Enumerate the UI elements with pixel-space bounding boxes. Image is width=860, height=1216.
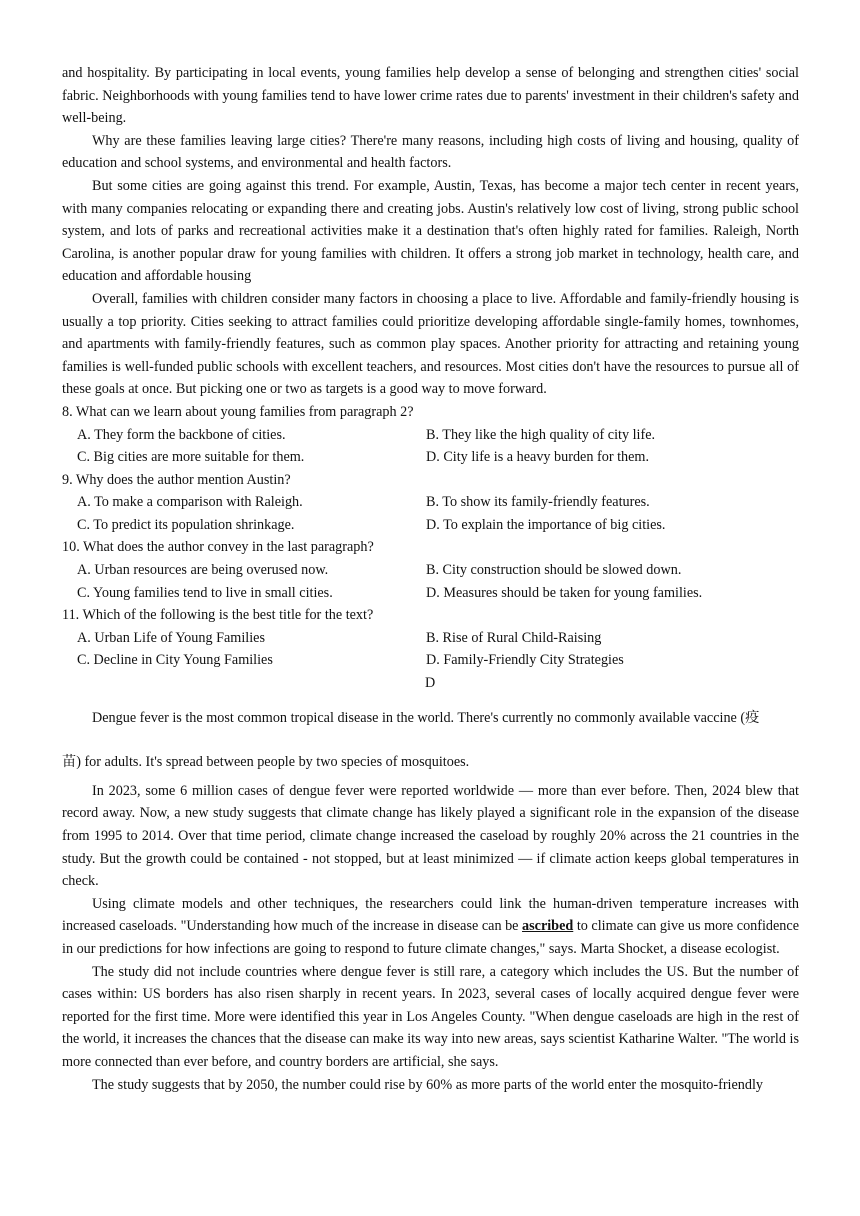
passage-c-paragraph-3: But some cities are going against this trend. For example, Austin, Texas, has become a major tech center in recent years, with many companies relocating or expanding there and creating jobs. Austin's relatively low cost of living, strong public school system, and lots of parks and recreational activities make it a destination that's often highly rated for families. Raleigh, North Carolina, is another popular draw for young families with children. It offers a strong job market in technology, health care, and education and affordable housing [62,177,799,285]
option-d: D. Family-Friendly City Strategies [426,652,624,669]
option-a: A. Urban resources are being overused now. [77,562,329,579]
option-a: A. They form the backbone of cities. [77,426,286,443]
option-b: B. To show its family-friendly features. [426,494,650,511]
text-segment: to climate can give us more confidence in our predictions for how infections are going to respond to future climate changes," says. Marta Shocket, a disease ecologist. [62,918,799,957]
passage-d-paragraph-5: The study suggests that by 2050, the number could rise by 60% as more parts of the world enter the mosquito-friendly [92,1076,764,1093]
paragraph-line-1: Dengue fever is the most common tropical disease in the world. There's currently no commonly available vaccine (疫 [92,709,760,726]
question-8 [62,401,799,469]
passage-d-paragraph-1 [62,707,799,774]
option-d: D. Measures should be taken for young families. [426,584,703,601]
underlined-keyword: ascribed [522,918,574,935]
question-stem: 8. What can we learn about young families from paragraph 2? [62,403,414,420]
option-b: B. City construction should be slowed down. [426,562,682,579]
text-segment: Using climate models and other techniques, the researchers could link the human-driven temperature increases with increased caseloads. "Understanding how much of the increase in disease can be [62,895,799,935]
question-10 [62,536,799,604]
option-c: C. Young families tend to live in small cities. [77,584,333,601]
option-d: D. City life is a heavy burden for them. [426,449,650,466]
answer-options [62,627,799,672]
paragraph-line-2: 苗) for adults. It's spread between people by two species of mosquitoes. [62,754,470,771]
option-a: A. Urban Life of Young Families [77,629,265,646]
passage-c-paragraph-1: and hospitality. By participating in local events, young families help develop a sense of belonging and strengthen cities' social fabric. Neighborhoods with young families tend to have lower crime rates due to parents' investment in their children's safety and well-being. [62,65,799,127]
option-b: B. Rise of Rural Child-Raising [426,629,602,646]
passage-d-paragraph-3 [62,893,799,961]
question-9 [62,469,799,537]
option-d: D. To explain the importance of big cities. [426,516,666,533]
section-label: D [425,675,436,692]
exam-page [62,62,799,1096]
option-c: C. Big cities are more suitable for them. [77,449,305,466]
answer-options [62,491,799,536]
question-11 [62,604,799,672]
passage-d-paragraph-4: The study did not include countries where dengue fever is still rare, a category which includes the US. But the number of cases within: US borders has also risen sharply in recent years. In 2023, several cases of locally acquired dengue fever were reported for the first time. More were identified this year in Los Angeles County. "When dengue caseloads are high in the rest of the world, it increases the chances that the disease can make its way into new areas, says scientist Katharine Walter. "The world is more connected than ever before, and country borders are artificial, she says. [62,963,799,1070]
question-stem: 11. Which of the following is the best title for the text? [62,607,374,624]
question-stem: 10. What does the author convey in the last paragraph? [62,539,374,556]
option-c: C. To predict its population shrinkage. [77,516,295,533]
passage-c-paragraph-2: Why are these families leaving large cities? There're many reasons, including high costs of living and housing, quality of education and school systems, and environmental and health factors. [62,132,799,172]
passage-c-paragraph-4: Overall, families with children consider many factors in choosing a place to live. Affordable and family-friendly housing is usually a top priority. Cities seeking to attract families could prioritize developing affordable single-family homes, townhomes, and apartments with family-friendly features, such as common play spaces. Another priority for attracting and retaining young families is well-funded public schools with excellent teachers, and resources. Most cities don't have the resources to pursue all of these goals at once. But picking one or two as targets is a good way to move forward. [62,290,799,398]
answer-options [62,424,799,469]
option-c: C. Decline in City Young Families [77,652,273,669]
option-a: A. To make a comparison with Raleigh. [77,494,303,511]
passage-d-paragraph-2: In 2023, some 6 million cases of dengue fever were reported worldwide — more than ever before. Then, 2024 blew that record away. Now, a new study suggests that climate change has likely played a significant role in the expansion of the disease from 1995 to 2014. Over that time period, climate change increased the caseload by roughly 20% across the 21 countries in the study. But the growth could be contained - not stopped, but at least minimized — if climate action keeps global temperatures in check. [62,782,799,890]
question-stem: 9. Why does the author mention Austin? [62,471,291,488]
option-b: B. They like the high quality of city life. [426,426,656,443]
answer-options [62,559,799,604]
